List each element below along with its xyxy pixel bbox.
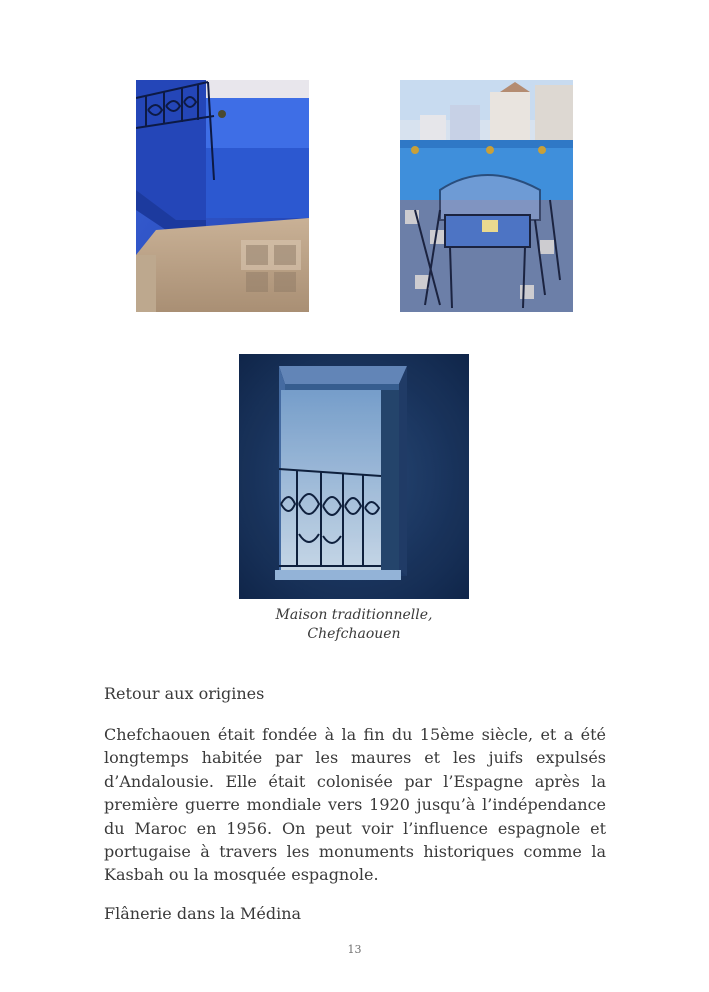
section-heading-medina: Flânerie dans la Médina (104, 904, 302, 923)
caption-line-2: Chefchaouen (307, 626, 401, 642)
photo-rooftop-terrace (400, 80, 573, 312)
photo-blue-window (239, 354, 469, 599)
caption-line-1: Maison traditionnelle, (275, 607, 433, 623)
photo-blue-staircase (136, 80, 309, 312)
section-heading-origins: Retour aux origines (104, 684, 265, 703)
photo-caption (200, 606, 508, 644)
page-number: 13 (347, 943, 362, 956)
section-body-origins: Chefchaouen était fondée à la fin du 15ème siècle, et a été longtemps habitée par les maures et les juifs expulsés d’Andalousie. Elle était colonisée par l’Espagne après la première guerre mondiale vers 1920 jusqu’à l’indépendance du Maroc en 1956. On peut voir l’influence espagnole et portugaise à travers les monuments historiques comme la Kasbah ou la mosquée espagnole. (104, 725, 606, 885)
